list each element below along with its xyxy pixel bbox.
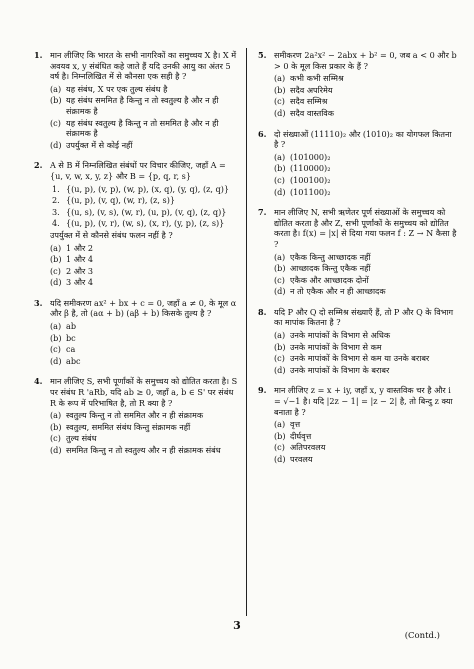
answer-option <box>274 163 458 174</box>
question <box>34 160 240 289</box>
option-text: 2 और 3 <box>66 265 94 276</box>
page-number: 3 <box>233 619 241 632</box>
answer-option <box>50 433 240 444</box>
answer-option <box>274 252 458 263</box>
relation-number: 1. <box>52 183 60 194</box>
answer-option <box>50 243 240 254</box>
option-text: उनके मापांकों के विभाग के बराबर <box>290 364 390 375</box>
option-text: सदैव वास्तविक <box>290 107 335 118</box>
option-label: (a) <box>50 321 62 332</box>
answer-option <box>274 342 458 353</box>
question-number: 6. <box>258 128 267 139</box>
contd-label: (Contd.) <box>404 631 440 641</box>
option-label: (c) <box>274 174 285 185</box>
option-label: (b) <box>50 421 62 432</box>
question-body <box>50 376 240 456</box>
option-text: (110000)₂ <box>290 163 331 174</box>
question-body <box>274 50 458 120</box>
option-label: (d) <box>274 286 286 297</box>
option-label: (b) <box>274 341 286 352</box>
option-label: (c) <box>50 344 61 355</box>
answer-option <box>50 266 240 277</box>
answer-option <box>50 333 240 344</box>
question <box>258 385 458 465</box>
question-body <box>274 385 458 465</box>
option-text: सदैव सम्मिश्र <box>290 96 328 107</box>
question <box>258 50 458 120</box>
question-number: 5. <box>258 50 267 60</box>
relation-number: 2. <box>52 195 60 206</box>
question-text: समीकरण 2a²x² − 2abx + b² = 0, जब a < 0 और b > 0 के मूल किस प्रकार के हैं ? <box>274 50 457 71</box>
option-text: सदैव अपरिमेय <box>290 84 333 95</box>
question-text: यदि P और Q दो सम्मिश्र संख्याएँ हैं, तो P और Q के विभाग का मापांक कितना है ? <box>274 306 454 328</box>
answer-option <box>50 344 240 355</box>
option-text: न तो एकैक और न ही आच्छादक <box>290 286 386 297</box>
answer-option <box>50 410 240 421</box>
option-label: (b) <box>274 163 286 174</box>
option-text: उपर्युक्त में से कोई नहीं <box>66 139 133 150</box>
option-label: (c) <box>274 353 285 364</box>
option-label: (d) <box>50 355 62 366</box>
option-text: (101000)₂ <box>290 151 331 162</box>
option-text: 3 और 4 <box>66 277 94 288</box>
option-text: ab <box>66 321 77 332</box>
question <box>258 207 458 298</box>
option-label: (a) <box>274 330 286 341</box>
option-text: सममित किन्तु न तो स्वतुल्य और न ही संक्रामक संबंध <box>66 445 221 455</box>
option-text: 1 और 2 <box>66 242 94 253</box>
question <box>34 50 240 151</box>
question <box>34 298 240 368</box>
answer-option <box>50 422 240 433</box>
answer-option <box>274 353 458 364</box>
question-text: मान लीजिए S, सभी पूर्णांकों के समुच्चय को द्योतित करता है। S पर संबंध R 'aRb, यदि ab ≥ 0, जहाँ a, b ∈ S' पर संबंध R के रूप में परिभाषित है, तो R क्या है ? <box>50 376 238 408</box>
answer-option <box>274 286 458 297</box>
answer-option <box>50 356 240 367</box>
question-text: मान लीजिए N, सभी ऋणेतर पूर्ण संख्याओं के समुच्चय को द्योतित करता है और Z, सभी पूर्णांकों के समुच्चय को द्योतित करता है। f(x) = |x| से दिया गया फलन f : Z → N कैसा है ? <box>274 207 457 249</box>
question-number: 1. <box>34 50 43 60</box>
option-label: (d) <box>274 186 286 197</box>
answer-option <box>50 445 240 456</box>
relation-set: {(u, p), (v, q), (w, r), (z, s)} <box>66 195 176 206</box>
answer-option <box>50 321 240 332</box>
question-prompt: उपर्युक्त में से कौनसे संबंध फलन नहीं है ? <box>50 229 173 240</box>
relation-item <box>52 207 240 218</box>
question-number: 4. <box>34 376 43 387</box>
answer-option <box>274 275 458 286</box>
option-text: bc <box>66 332 76 343</box>
option-label: (b) <box>274 263 286 274</box>
question-body <box>50 160 240 289</box>
answer-option <box>274 152 458 163</box>
option-label: (c) <box>274 96 285 107</box>
option-text: ca <box>66 344 76 355</box>
answer-option <box>274 419 458 430</box>
option-label: (b) <box>274 430 286 441</box>
question <box>258 307 458 377</box>
right-column <box>258 50 458 475</box>
option-label: (c) <box>50 265 61 276</box>
option-text: यह संबंध स्वतुल्य है किन्तु न तो सममित है और न ही संक्रामक है <box>66 117 219 139</box>
option-label: (b) <box>274 84 286 95</box>
option-label: (b) <box>50 332 62 343</box>
column-divider <box>246 48 247 616</box>
question <box>258 129 458 199</box>
option-label: (d) <box>274 364 286 375</box>
answer-option <box>274 73 458 84</box>
relation-item <box>52 218 240 229</box>
question-text: मान लीजिए z = x + iy, जहाँ x, y वास्तविक चर है और i = √−1 है। यदि |2z − 1| = |z − 2| है, तो बिन्दु z क्या बनाता है ? <box>274 385 453 417</box>
answer-option <box>274 365 458 376</box>
option-label: (d) <box>274 107 286 118</box>
option-text: abc <box>66 355 81 366</box>
option-label: (b) <box>50 95 62 106</box>
question-text: A से B में निम्नलिखित संबंधों पर विचार कीजिए, जहाँ A = {u, v, w, x, y, z} और B = {p, q, r, s} <box>50 160 226 181</box>
question-number: 2. <box>34 160 43 171</box>
option-label: (a) <box>50 410 62 421</box>
answer-option <box>274 108 458 119</box>
option-label: (a) <box>274 251 286 262</box>
option-text: एकैक किन्तु आच्छादक नहीं <box>290 251 371 262</box>
question-body <box>274 207 458 298</box>
option-text: कभी कभी सम्मिश्र <box>290 73 344 84</box>
option-text: अतिपरवलय <box>290 442 326 453</box>
left-column <box>34 50 240 466</box>
option-text: उनके मापांकों के विभाग से अधिक <box>290 330 391 341</box>
answer-option <box>274 431 458 442</box>
question-number: 7. <box>258 207 267 218</box>
question-number: 9. <box>258 385 267 396</box>
answer-option <box>274 442 458 453</box>
option-label: (c) <box>274 442 285 453</box>
answer-option <box>274 263 458 274</box>
option-label: (d) <box>50 445 62 455</box>
answer-option <box>50 140 240 151</box>
relation-set: {(u, s), (v, s), (w, r), (u, p), (v, q), (z, q)} <box>66 206 227 217</box>
option-text: यह संबंध, X पर एक तुल्य संबंध है <box>66 83 168 94</box>
relation-number: 4. <box>52 218 60 229</box>
question-number: 3. <box>34 297 43 308</box>
answer-option <box>274 96 458 107</box>
option-text: परवलय <box>290 454 313 464</box>
option-text: उनके मापांकों के विभाग से कम <box>290 341 382 352</box>
option-text: स्वतुल्य किन्तु न तो सममित और न ही संक्रामक <box>66 410 204 421</box>
question-number: 8. <box>258 306 267 317</box>
answer-option <box>274 330 458 341</box>
question-text: यदि समीकरण ax² + bx + c = 0, जहाँ a ≠ 0, के मूल α और β है, तो (aα + b) (aβ + b) किसके तुल्य है ? <box>50 297 237 319</box>
answer-option <box>50 277 240 288</box>
answer-option <box>50 84 240 95</box>
option-label: (c) <box>50 433 61 444</box>
question-body <box>50 298 240 368</box>
question-text: दो संख्याओं (11110)₂ और (1010)₂ का योगफल कितना है ? <box>274 128 452 150</box>
answer-option <box>274 454 458 465</box>
option-label: (a) <box>274 419 286 430</box>
option-label: (c) <box>50 117 61 128</box>
option-text: (100100)₂ <box>290 174 331 185</box>
option-text: यह संबंध सममित है किन्तु न तो स्वतुल्य है और न ही संक्रामक है <box>66 95 219 116</box>
option-label: (a) <box>274 73 286 84</box>
option-text: एकैक और आच्छादक दोनों <box>290 274 369 285</box>
question <box>34 376 240 456</box>
option-text: आच्छादक किन्तु एकैक नहीं <box>290 263 371 274</box>
option-label: (a) <box>50 242 62 253</box>
relation-set: {(u, p), (v, p), (w, p), (x, q), (y, q), (z, q)} <box>66 183 229 194</box>
question-body <box>274 129 458 199</box>
answer-option <box>274 187 458 198</box>
question-body <box>50 50 240 151</box>
option-text: उनके मापांकों के विभाग से कम या उनके बराबर <box>290 353 430 364</box>
option-label: (a) <box>274 151 286 162</box>
option-text: दीर्घवृत्त <box>290 430 312 441</box>
answer-option <box>274 85 458 96</box>
relation-set: {(u, p), (v, r), (w, s), (x, r), (y, p), (z, s)} <box>66 218 225 229</box>
question-body <box>274 307 458 377</box>
option-text: 1 और 4 <box>66 254 94 265</box>
answer-option <box>50 95 240 116</box>
option-text: तुल्य संबंध <box>66 433 97 444</box>
relation-item <box>52 184 240 195</box>
option-label: (d) <box>50 277 62 288</box>
answer-option <box>274 175 458 186</box>
relation-item <box>52 195 240 206</box>
question-text: मान लीजिए कि भारत के सभी नागरिकों का समुच्चय X है। X में अवयव x, y संबंधित कहे जाते हैं यदि उनकी आयु का अंतर 5 वर्ष है। निम्नलिखित में से कौनसा एक सही है ? <box>50 50 237 82</box>
option-label: (b) <box>50 254 62 265</box>
answer-option <box>50 118 240 139</box>
option-label: (d) <box>50 139 62 150</box>
option-text: स्वतुल्य, सममित संबंध किन्तु संक्रामक नहीं <box>66 421 191 432</box>
option-label: (c) <box>274 274 285 285</box>
option-text: (101100)₂ <box>290 186 331 197</box>
option-label: (a) <box>50 83 62 94</box>
relation-number: 3. <box>52 206 60 217</box>
option-label: (d) <box>274 454 286 464</box>
option-text: वृत्त <box>290 419 301 430</box>
answer-option <box>50 254 240 265</box>
